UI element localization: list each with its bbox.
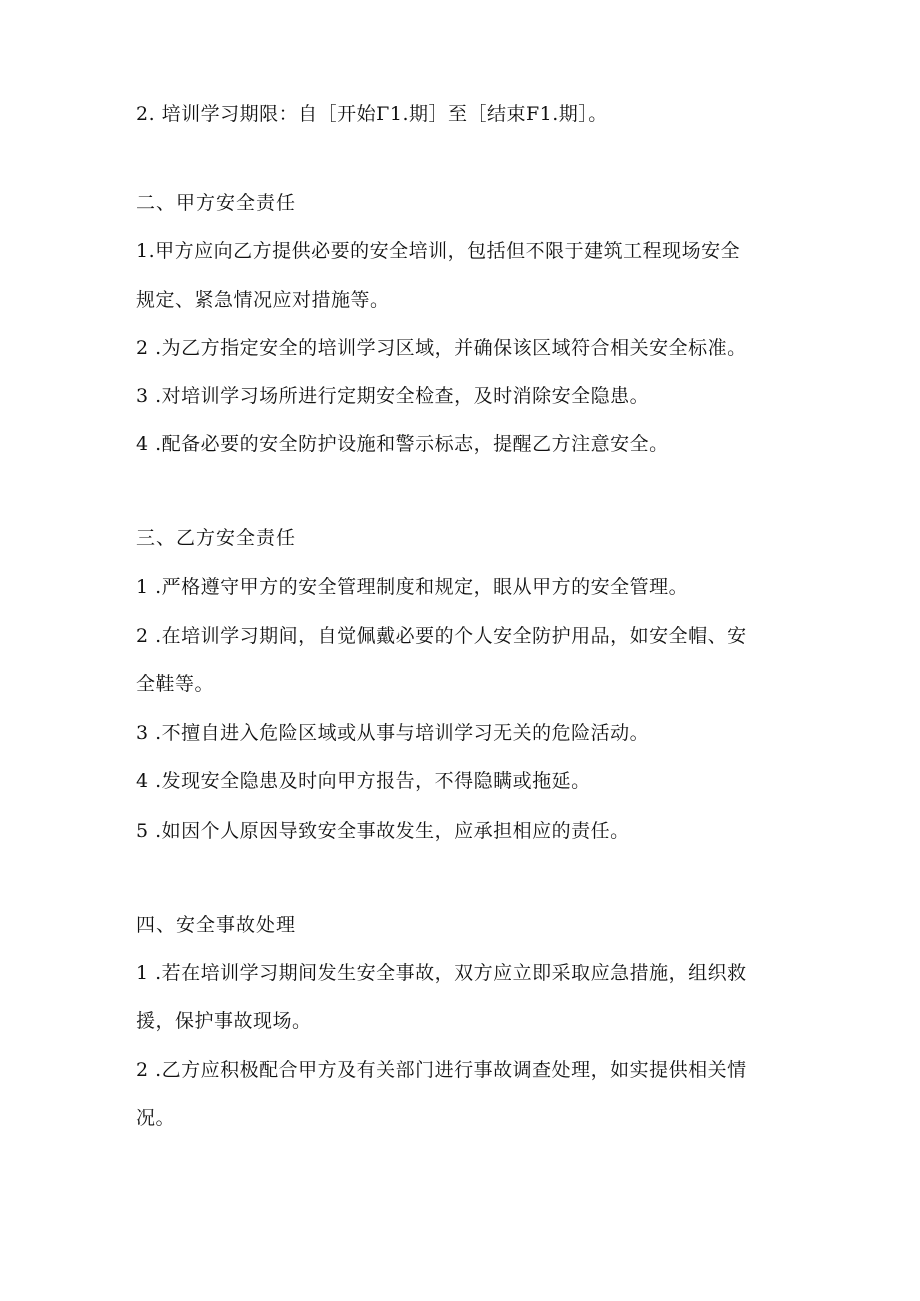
section-heading-party-a: 二、甲方安全责任: [136, 192, 297, 214]
accident-item-2-line-1: 2 .乙方应积极配合甲方及有关部门进行事故调查处理，如实提供相关情: [136, 1059, 747, 1081]
party-b-item-2-line-2: 全鞋等。: [136, 673, 215, 695]
section-heading-accident: 四、安全事故处理: [136, 914, 297, 936]
party-a-item-2: 2 .为乙方指定安全的培训学习区域，并确保该区域符合相关安全标准。: [136, 337, 747, 359]
party-b-item-1: 1 .严格遵守甲方的安全管理制度和规定，眼从甲方的安全管理。: [136, 576, 689, 598]
party-b-item-5: 5 .如因个人原因导致安全事故发生，应承担相应的责任。: [136, 820, 630, 842]
party-b-item-4: 4 .发现安全隐患及时向甲方报告，不得隐瞒或拖延。: [136, 770, 591, 792]
training-period-line: 2. 培训学习期限：自［开始Γ1.期］至［结束F1.期］。: [136, 103, 608, 125]
accident-item-2-line-2: 况。: [136, 1107, 176, 1129]
party-b-item-3: 3 .不擅自进入危险区域或从事与培训学习无关的危险活动。: [136, 722, 650, 744]
party-a-item-4: 4 .配备必要的安全防护设施和警示标志，提醒乙方注意安全。: [136, 433, 669, 455]
party-a-item-1-line-2: 规定、紧急情况应对措施等。: [136, 289, 390, 311]
accident-item-1-line-1: 1 .若在培训学习期间发生安全事故，双方应立即采取应急措施，组织救: [136, 962, 747, 984]
party-a-item-3: 3 .对培训学习场所进行定期安全检查，及时消除安全隐患。: [136, 385, 650, 407]
accident-item-1-line-2: 援，保护事故现场。: [136, 1010, 312, 1032]
section-heading-party-b: 三、乙方安全责任: [136, 527, 297, 549]
party-a-item-1-line-1: 1.甲方应向乙方提供必要的安全培训，包括但不限于建筑工程现场安全: [136, 240, 741, 262]
party-b-item-2-line-1: 2 .在培训学习期间，自觉佩戴必要的个人安全防护用品，如安全帽、安: [136, 625, 747, 647]
